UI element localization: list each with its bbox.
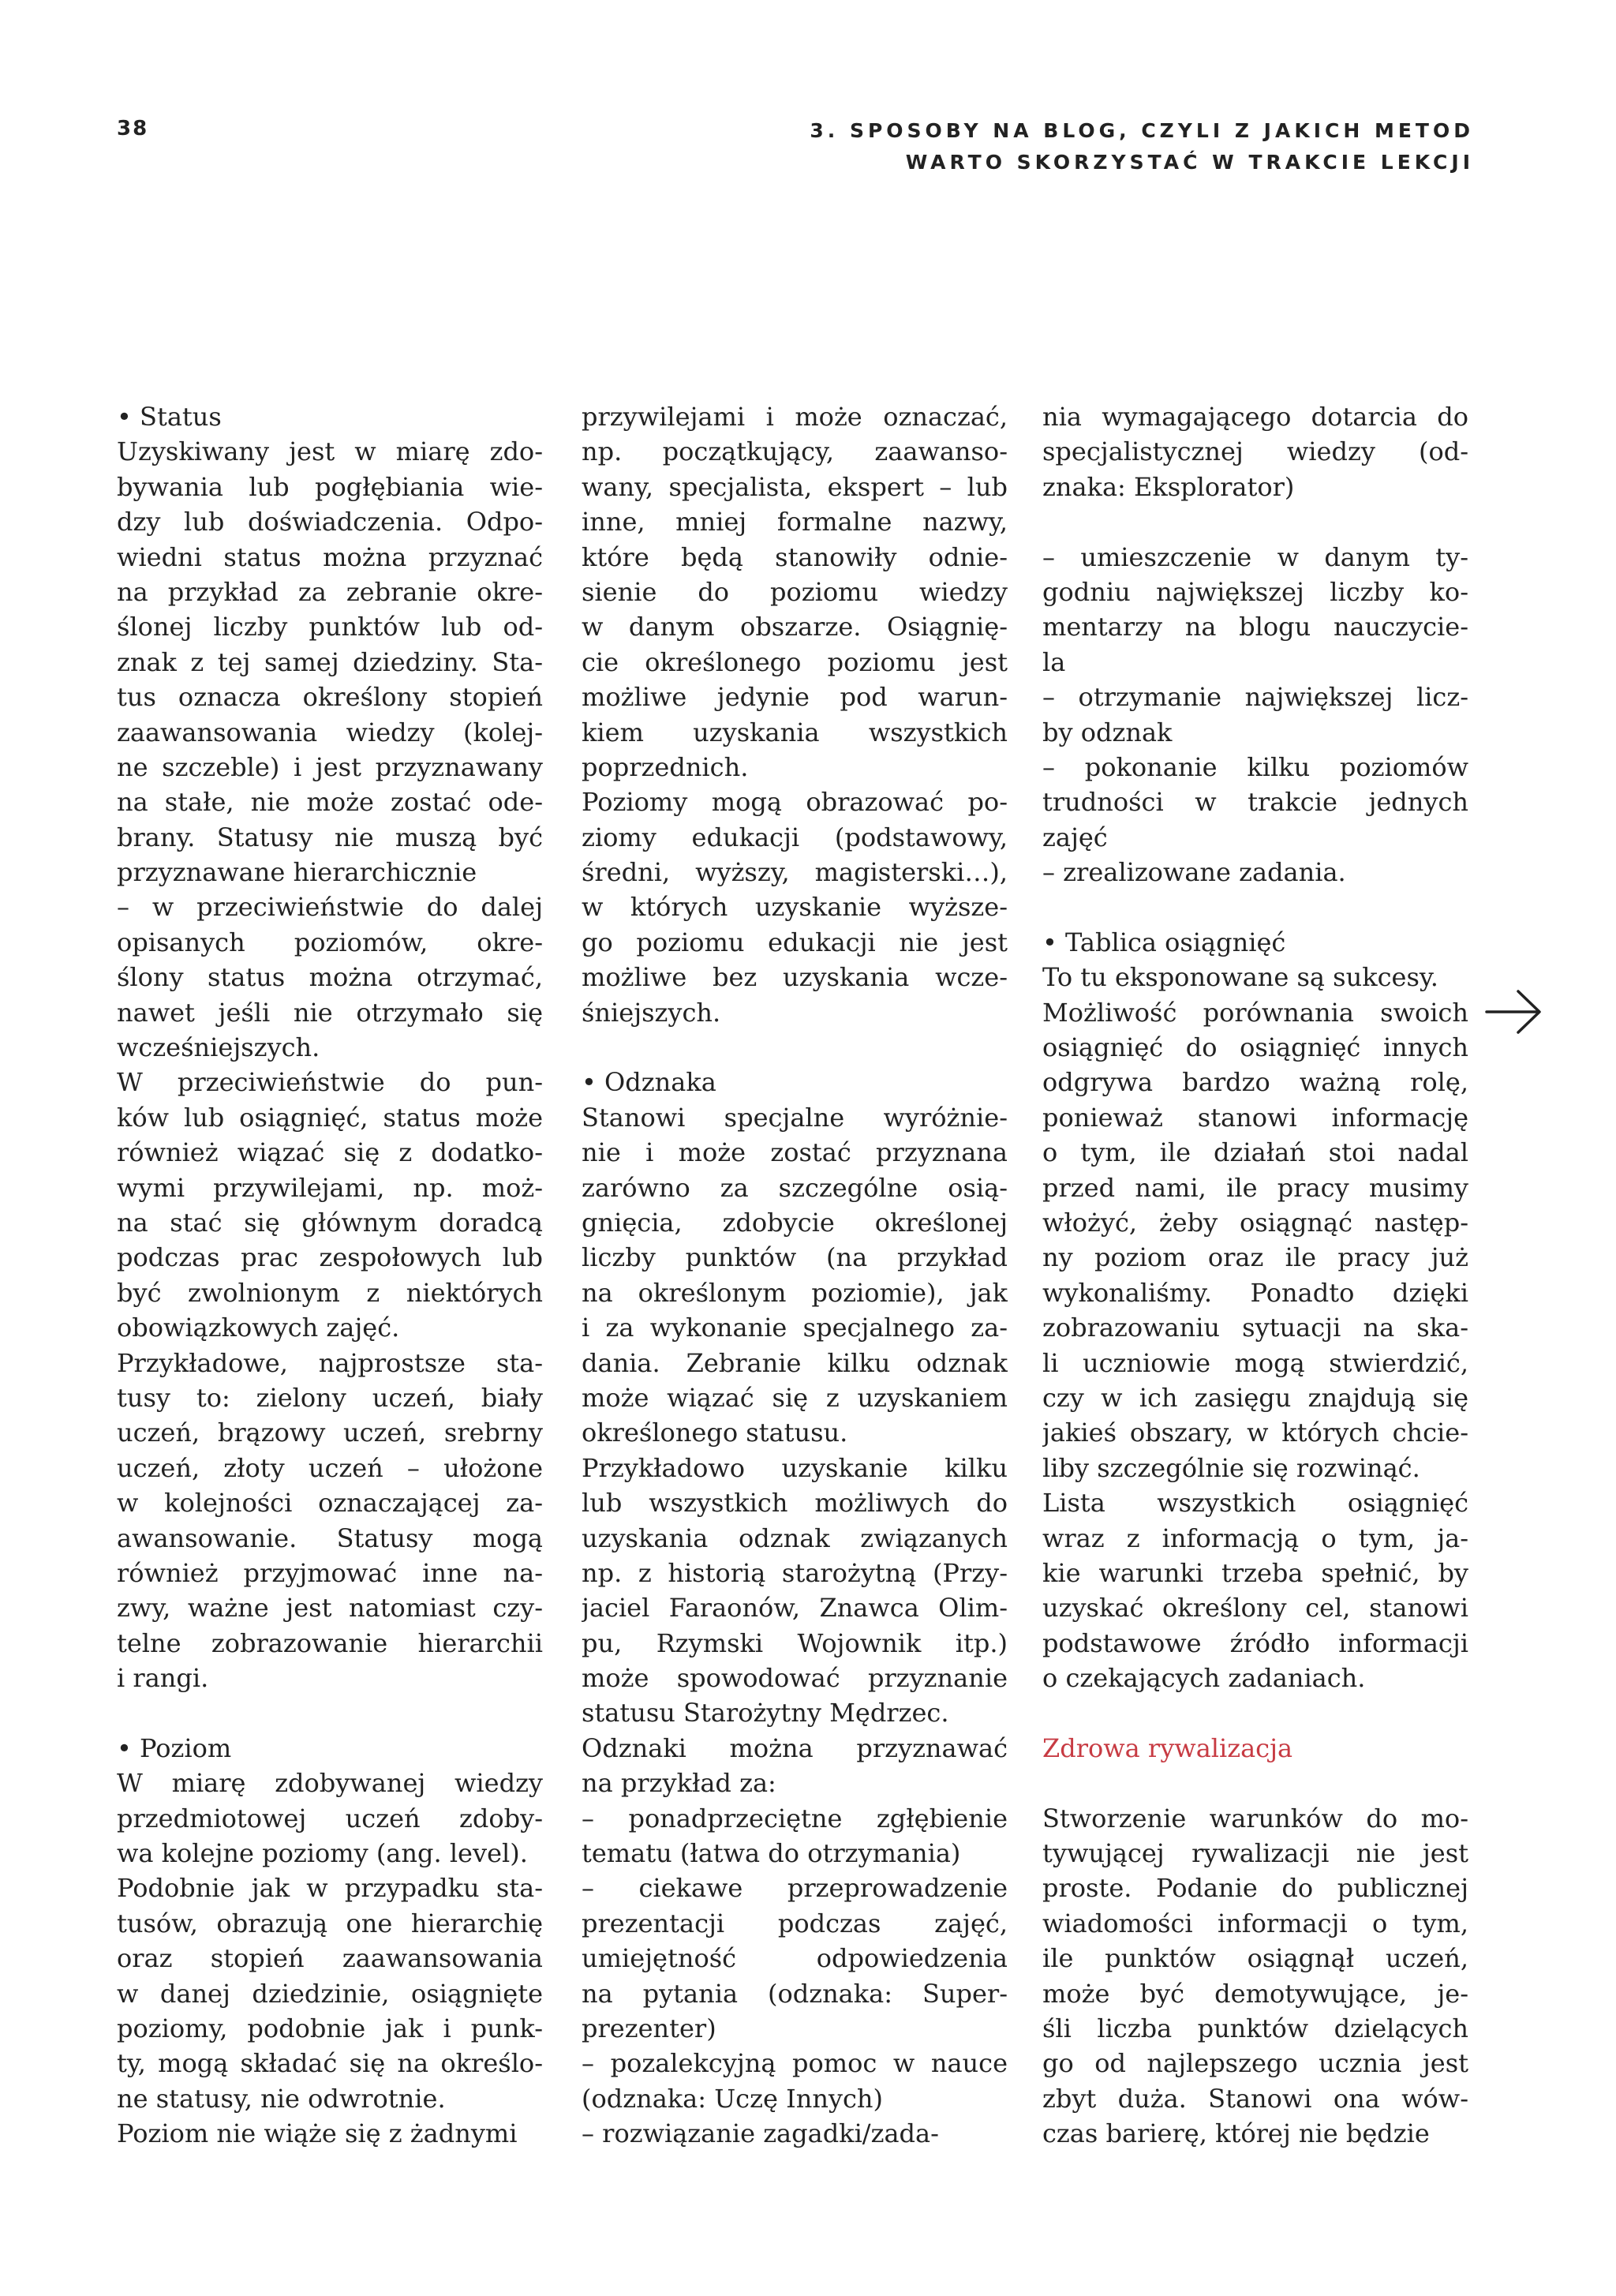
text-line: wykonaliśmy. Ponadto dzięki bbox=[1042, 1277, 1468, 1308]
running-head bbox=[810, 115, 1474, 178]
text-line: w kolejności oznaczającej za- bbox=[117, 1488, 543, 1519]
text-line: w danej dziedzinie, osiągnięte bbox=[117, 1978, 543, 2009]
text-line: go od najlepszego ucznia jest bbox=[1042, 2048, 1468, 2079]
text-line: np. z historią starożytną (Przy- bbox=[582, 1557, 1008, 1588]
text-line: podczas prac zespołowych lub bbox=[117, 1242, 543, 1273]
text-line: znak z tej samej dziedziny. Sta- bbox=[117, 646, 543, 677]
text-line: osiągnięć do osiągnięć innych bbox=[1042, 1032, 1468, 1063]
text-line: na pytania (odznaka: Super- bbox=[582, 1978, 1008, 2009]
text-line: może wiązać się z uzyskaniem bbox=[582, 1382, 1008, 1413]
text-line: przywilejami i może oznaczać, bbox=[582, 402, 1008, 432]
text-line: mentarzy na blogu nauczycie- bbox=[1042, 612, 1468, 642]
text-line: nie i może zostać przyznana bbox=[582, 1137, 1008, 1168]
text-line: inne, mniej formalne nazwy, bbox=[582, 507, 1008, 537]
text-line: trudności w trakcie jednych bbox=[1042, 787, 1468, 818]
text-line: o czekających zadaniach. bbox=[1042, 1663, 1366, 1694]
text-line: wiedni status można przyznać bbox=[117, 541, 543, 572]
text-column-1 bbox=[117, 399, 543, 2152]
text-line: w danym obszarze. Osiągnię- bbox=[582, 612, 1008, 642]
text-line: kie warunki trzeba spełnić, by bbox=[1042, 1557, 1468, 1588]
text-line: prezentacji podczas zajęć, bbox=[582, 1908, 1008, 1938]
text-line: wraz z informacją o tym, ja- bbox=[1042, 1523, 1468, 1553]
text-line: gnięcia, zdobycie określonej bbox=[582, 1207, 1008, 1238]
text-line: czas barierę, której nie będzie bbox=[1042, 2118, 1430, 2149]
text-line: obowiązkowych zajęć. bbox=[117, 1313, 400, 1343]
text-line: pu, Rzymski Wojownik itp.) bbox=[582, 1627, 1008, 1658]
text-line: być zwolnionym z niektórych bbox=[117, 1277, 543, 1308]
text-line: • Odznaka bbox=[582, 1067, 716, 1098]
text-line: (odznaka: Uczę Innych) bbox=[582, 2083, 884, 2114]
text-line: i za wykonanie specjalnego za- bbox=[582, 1313, 1008, 1343]
text-line: ślonej liczby punktów lub od- bbox=[117, 612, 543, 642]
text-line: opisanych poziomów, okre- bbox=[117, 927, 543, 957]
text-line: telne zobrazowanie hierarchii bbox=[117, 1627, 543, 1658]
text-line: W miarę zdobywanej wiedzy bbox=[117, 1768, 543, 1799]
text-line: tus oznacza określony stopień bbox=[117, 682, 543, 713]
text-line: godniu największej liczby ko- bbox=[1042, 576, 1468, 607]
text-line: ne szczeble) i jest przyznawany bbox=[117, 751, 543, 782]
text-line: poprzednich. bbox=[582, 751, 749, 782]
text-line: dania. Zebranie kilku odznak bbox=[582, 1347, 1008, 1378]
text-line: li uczniowie mogą stwierdzić, bbox=[1042, 1347, 1468, 1378]
text-line: na przykład za: bbox=[582, 1768, 776, 1799]
section-subheading: Zdrowa rywalizacja bbox=[1042, 1732, 1293, 1763]
text-line: awansowanie. Statusy mogą bbox=[117, 1523, 543, 1553]
text-line: Stanowi specjalne wyróżnie- bbox=[582, 1102, 1008, 1133]
text-line: Poziomy mogą obrazować po- bbox=[582, 787, 1008, 818]
paragraph-gap bbox=[1042, 890, 1468, 924]
text-line: • Status bbox=[117, 402, 222, 432]
text-line: cie określonego poziomu jest bbox=[582, 646, 1008, 677]
text-line: na stałe, nie może zostać ode- bbox=[117, 787, 543, 818]
text-line: czy w ich zasięgu znajdują się bbox=[1042, 1382, 1468, 1413]
text-line: go poziomu edukacji nie jest bbox=[582, 927, 1008, 957]
text-line: To tu eksponowane są sukcesy. bbox=[1042, 962, 1438, 993]
text-line: • Poziom bbox=[117, 1732, 232, 1763]
text-line: Uzyskiwany jest w miarę zdo- bbox=[117, 436, 543, 467]
text-line: W przeciwieństwie do pun- bbox=[117, 1067, 543, 1098]
text-line: liby szczególnie się rozwinąć. bbox=[1042, 1452, 1420, 1483]
text-line: liczby punktów (na przykład bbox=[582, 1242, 1008, 1273]
text-line: statusu Starożytny Mędrzec. bbox=[582, 1698, 949, 1729]
text-line: zajęć bbox=[1042, 822, 1108, 852]
text-line: sienie do poziomu wiedzy bbox=[582, 576, 1008, 607]
text-line: Poziom nie wiąże się z żadnymi bbox=[117, 2118, 518, 2149]
text-line: na stać się głównym doradcą bbox=[117, 1207, 543, 1238]
text-line: ny poziom oraz ile pracy już bbox=[1042, 1242, 1468, 1273]
text-line: – pokonanie kilku poziomów bbox=[1042, 751, 1468, 782]
text-line: zwy, ważne jest natomiast czy- bbox=[117, 1593, 543, 1624]
text-line: nia wymagającego dotarcia do bbox=[1042, 402, 1468, 432]
text-line: o tym, ile działań stoi nadal bbox=[1042, 1137, 1468, 1168]
text-line: Przykładowo uzyskanie kilku bbox=[582, 1452, 1008, 1483]
text-line: na przykład za zebranie okre- bbox=[117, 576, 543, 607]
text-line: zarówno za szczególne osią- bbox=[582, 1172, 1008, 1203]
text-line: wiadomości informacji o tym, bbox=[1042, 1908, 1468, 1938]
text-line: lub wszystkich możliwych do bbox=[582, 1488, 1008, 1519]
text-line: znaka: Eksplorator) bbox=[1042, 471, 1295, 502]
text-line: również wiązać się z dodatko- bbox=[117, 1137, 543, 1168]
text-line: – w przeciwieństwie do dalej bbox=[117, 892, 543, 923]
text-line: np. początkujący, zaawanso- bbox=[582, 436, 1008, 467]
text-line: tywującej rywalizacji nie jest bbox=[1042, 1838, 1468, 1869]
text-column-3 bbox=[1042, 399, 1468, 2152]
text-line: ślony status można otrzymać, bbox=[117, 962, 543, 993]
text-line: Możliwość porównania swoich bbox=[1042, 997, 1468, 1028]
text-line: – otrzymanie największej licz- bbox=[1042, 682, 1468, 713]
text-line: Odznaki można przyznawać bbox=[582, 1732, 1008, 1763]
text-line: możliwe bez uzyskania wcze- bbox=[582, 962, 1008, 993]
running-head-line-1: 3. SPOSOBY NA BLOG, CZYLI Z JAKICH METOD bbox=[810, 119, 1474, 142]
text-line: Przykładowe, najprostsze sta- bbox=[117, 1347, 543, 1378]
text-line: przedmiotowej uczeń zdoby- bbox=[117, 1803, 543, 1833]
text-line: tusy to: zielony uczeń, biały bbox=[117, 1382, 543, 1413]
text-line: wa kolejne poziomy (ang. level). bbox=[117, 1838, 528, 1869]
text-line: la bbox=[1042, 646, 1066, 677]
text-column-2 bbox=[582, 399, 1008, 2152]
text-line: również przyjmować inne na- bbox=[117, 1557, 543, 1588]
text-line: może spowodować przyznanie bbox=[582, 1663, 1008, 1694]
text-line: bywania lub pogłębiania wie- bbox=[117, 471, 543, 502]
paragraph-gap bbox=[1042, 1766, 1468, 1800]
text-line: tematu (łatwa do otrzymania) bbox=[582, 1838, 961, 1869]
paragraph-gap bbox=[1042, 1695, 1468, 1730]
text-line: uczeń, złoty uczeń – ułożone bbox=[117, 1452, 543, 1483]
text-line: przyznawane hierarchicznie bbox=[117, 857, 477, 888]
text-line: podstawowe źródło informacji bbox=[1042, 1627, 1468, 1658]
arrow-right-icon[interactable] bbox=[1483, 988, 1543, 1036]
text-line: dzy lub doświadczenia. Odpo- bbox=[117, 507, 543, 537]
text-line: ne statusy, nie odwrotnie. bbox=[117, 2083, 446, 2114]
text-line: – rozwiązanie zagadki/zada- bbox=[582, 2118, 939, 2149]
text-line: w których uzyskanie wyższe- bbox=[582, 892, 1008, 923]
running-head-line-2: WARTO SKORZYSTAĆ W TRAKCIE LEKCJI bbox=[905, 151, 1474, 174]
text-line: zbyt duża. Stanowi ona wów- bbox=[1042, 2083, 1468, 2114]
text-line: uzyskać określony cel, stanowi bbox=[1042, 1593, 1468, 1624]
text-line: – ponadprzeciętne zgłębienie bbox=[582, 1803, 1008, 1833]
text-line: Podobnie jak w przypadku sta- bbox=[117, 1873, 543, 1904]
text-line: – pozalekcyjną pomoc w nauce bbox=[582, 2048, 1008, 2079]
text-line: wymi przywilejami, np. moż- bbox=[117, 1172, 543, 1203]
text-line: – umieszczenie w danym ty- bbox=[1042, 541, 1468, 572]
text-line: uczeń, brązowy uczeń, srebrny bbox=[117, 1418, 543, 1448]
text-line: średni, wyższy, magisterski…), bbox=[582, 857, 1008, 888]
text-line: zobrazowaniu sytuacji na ska- bbox=[1042, 1313, 1468, 1343]
text-line: specjalistycznej wiedzy (od- bbox=[1042, 436, 1468, 467]
text-line: jaciel Faraonów, Znawca Olim- bbox=[582, 1593, 1008, 1624]
text-line: by odznak bbox=[1042, 717, 1173, 747]
text-line: śniejszych. bbox=[582, 997, 721, 1028]
text-line: tusów, obrazują one hierarchię bbox=[117, 1908, 543, 1938]
text-line: • Tablica osiągnięć bbox=[1042, 927, 1286, 957]
text-line: odgrywa bardzo ważną rolę, bbox=[1042, 1067, 1468, 1098]
text-line: śli liczba punktów dzielących bbox=[1042, 2013, 1468, 2043]
text-line: wcześniejszych. bbox=[117, 1032, 320, 1063]
text-line: ponieważ stanowi informację bbox=[1042, 1102, 1468, 1133]
paragraph-gap bbox=[117, 1695, 543, 1730]
page-number: 38 bbox=[117, 117, 149, 140]
text-line: może być demotywujące, je- bbox=[1042, 1978, 1468, 2009]
text-line: prezenter) bbox=[582, 2013, 716, 2043]
text-line: – ciekawe przeprowadzenie bbox=[582, 1873, 1008, 1904]
text-line: Stworzenie warunków do mo- bbox=[1042, 1803, 1468, 1833]
text-line: wany, specjalista, ekspert – lub bbox=[582, 471, 1008, 502]
text-line: – zrealizowane zadania. bbox=[1042, 857, 1346, 888]
text-line: kiem uzyskania wszystkich bbox=[582, 717, 1008, 747]
text-line: nawet jeśli nie otrzymało się bbox=[117, 997, 543, 1028]
text-line: określonego statusu. bbox=[582, 1418, 848, 1448]
text-line: ków lub osiągnięć, status może bbox=[117, 1102, 543, 1133]
text-line: możliwe jedynie pod warun- bbox=[582, 682, 1008, 713]
text-line: na określonym poziomie), jak bbox=[582, 1277, 1008, 1308]
text-line: proste. Podanie do publicznej bbox=[1042, 1873, 1468, 1904]
text-line: oraz stopień zaawansowania bbox=[117, 1943, 543, 1974]
text-line: poziomy, podobnie jak i punk- bbox=[117, 2013, 543, 2043]
text-line: Lista wszystkich osiągnięć bbox=[1042, 1488, 1468, 1519]
text-line: umiejętność odpowiedzenia bbox=[582, 1943, 1008, 1974]
paragraph-gap bbox=[582, 1030, 1008, 1065]
text-line: włożyć, żeby osiągnąć następ- bbox=[1042, 1207, 1468, 1238]
text-line: i rangi. bbox=[117, 1663, 209, 1694]
text-line: które będą stanowiły odnie- bbox=[582, 541, 1008, 572]
text-line: brany. Statusy nie muszą być bbox=[117, 822, 543, 852]
paragraph-gap bbox=[1042, 504, 1468, 539]
text-line: jakieś obszary, w których chcie- bbox=[1042, 1418, 1468, 1448]
text-line: zaawansowania wiedzy (kolej- bbox=[117, 717, 543, 747]
text-line: ziomy edukacji (podstawowy, bbox=[582, 822, 1008, 852]
text-line: przed nami, ile pracy musimy bbox=[1042, 1172, 1468, 1203]
text-line: ile punktów osiągnął uczeń, bbox=[1042, 1943, 1468, 1974]
text-line: ty, mogą składać się na określo- bbox=[117, 2048, 543, 2079]
text-line: uzyskania odznak związanych bbox=[582, 1523, 1008, 1553]
